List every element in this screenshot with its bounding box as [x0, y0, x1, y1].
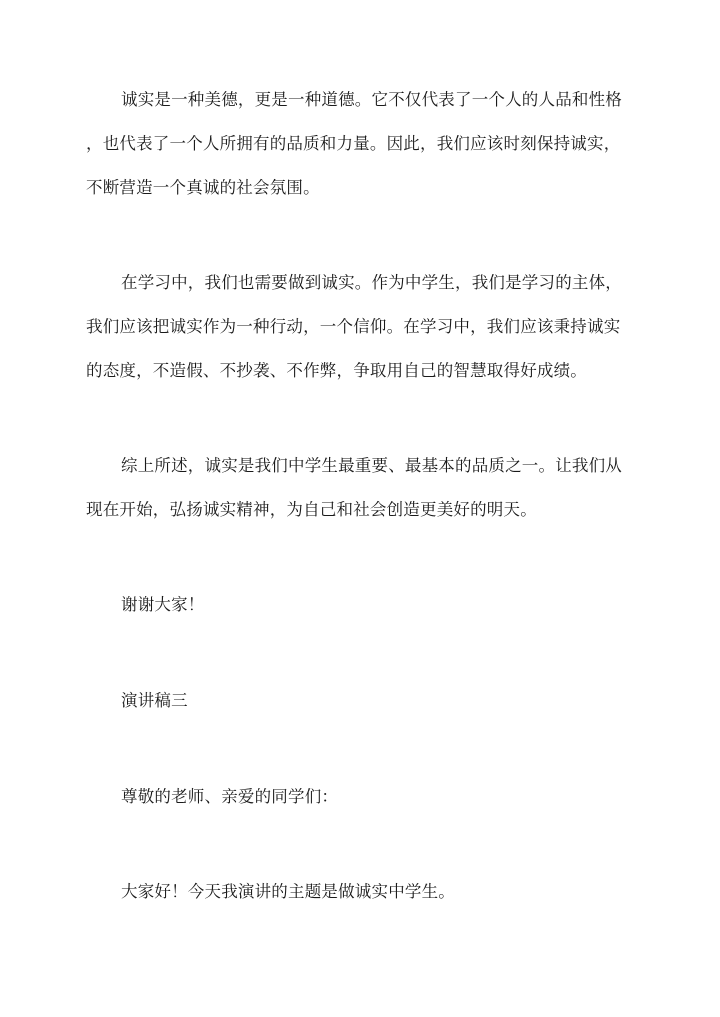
- paragraph-line: 我们应该把诚实作为一种行动，一个信仰。在学习中，我们应该秉持诚实: [86, 317, 621, 336]
- thanks-line: 谢谢大家！: [121, 595, 205, 614]
- paragraph-line: 综上所述，诚实是我们中学生最重要、最基本的品质之一。让我们从: [121, 456, 622, 475]
- greeting-line: 尊敬的老师、亲爱的同学们：: [121, 787, 339, 806]
- paragraph-line: 的态度，不造假、不抄袭、不作弊，争取用自己的智慧取得好成绩。: [86, 361, 587, 380]
- paragraph-line: 现在开始，弘扬诚实精神，为自己和社会创造更美好的明天。: [86, 500, 537, 519]
- speech-title: 演讲稿三: [121, 691, 188, 710]
- paragraph-line: 在学习中，我们也需要做到诚实。作为中学生，我们是学习的主体，: [121, 273, 622, 292]
- paragraph-line: 诚实是一种美德，更是一种道德。它不仅代表了一个人的人品和性格: [121, 90, 622, 109]
- paragraph-line: ，也代表了一个人所拥有的品质和力量。因此，我们应该时刻保持诚实，: [86, 134, 621, 153]
- paragraph-line: 不断营造一个真诚的社会氛围。: [86, 178, 320, 197]
- opening-line: 大家好！今天我演讲的主题是做诚实中学生。: [121, 882, 455, 901]
